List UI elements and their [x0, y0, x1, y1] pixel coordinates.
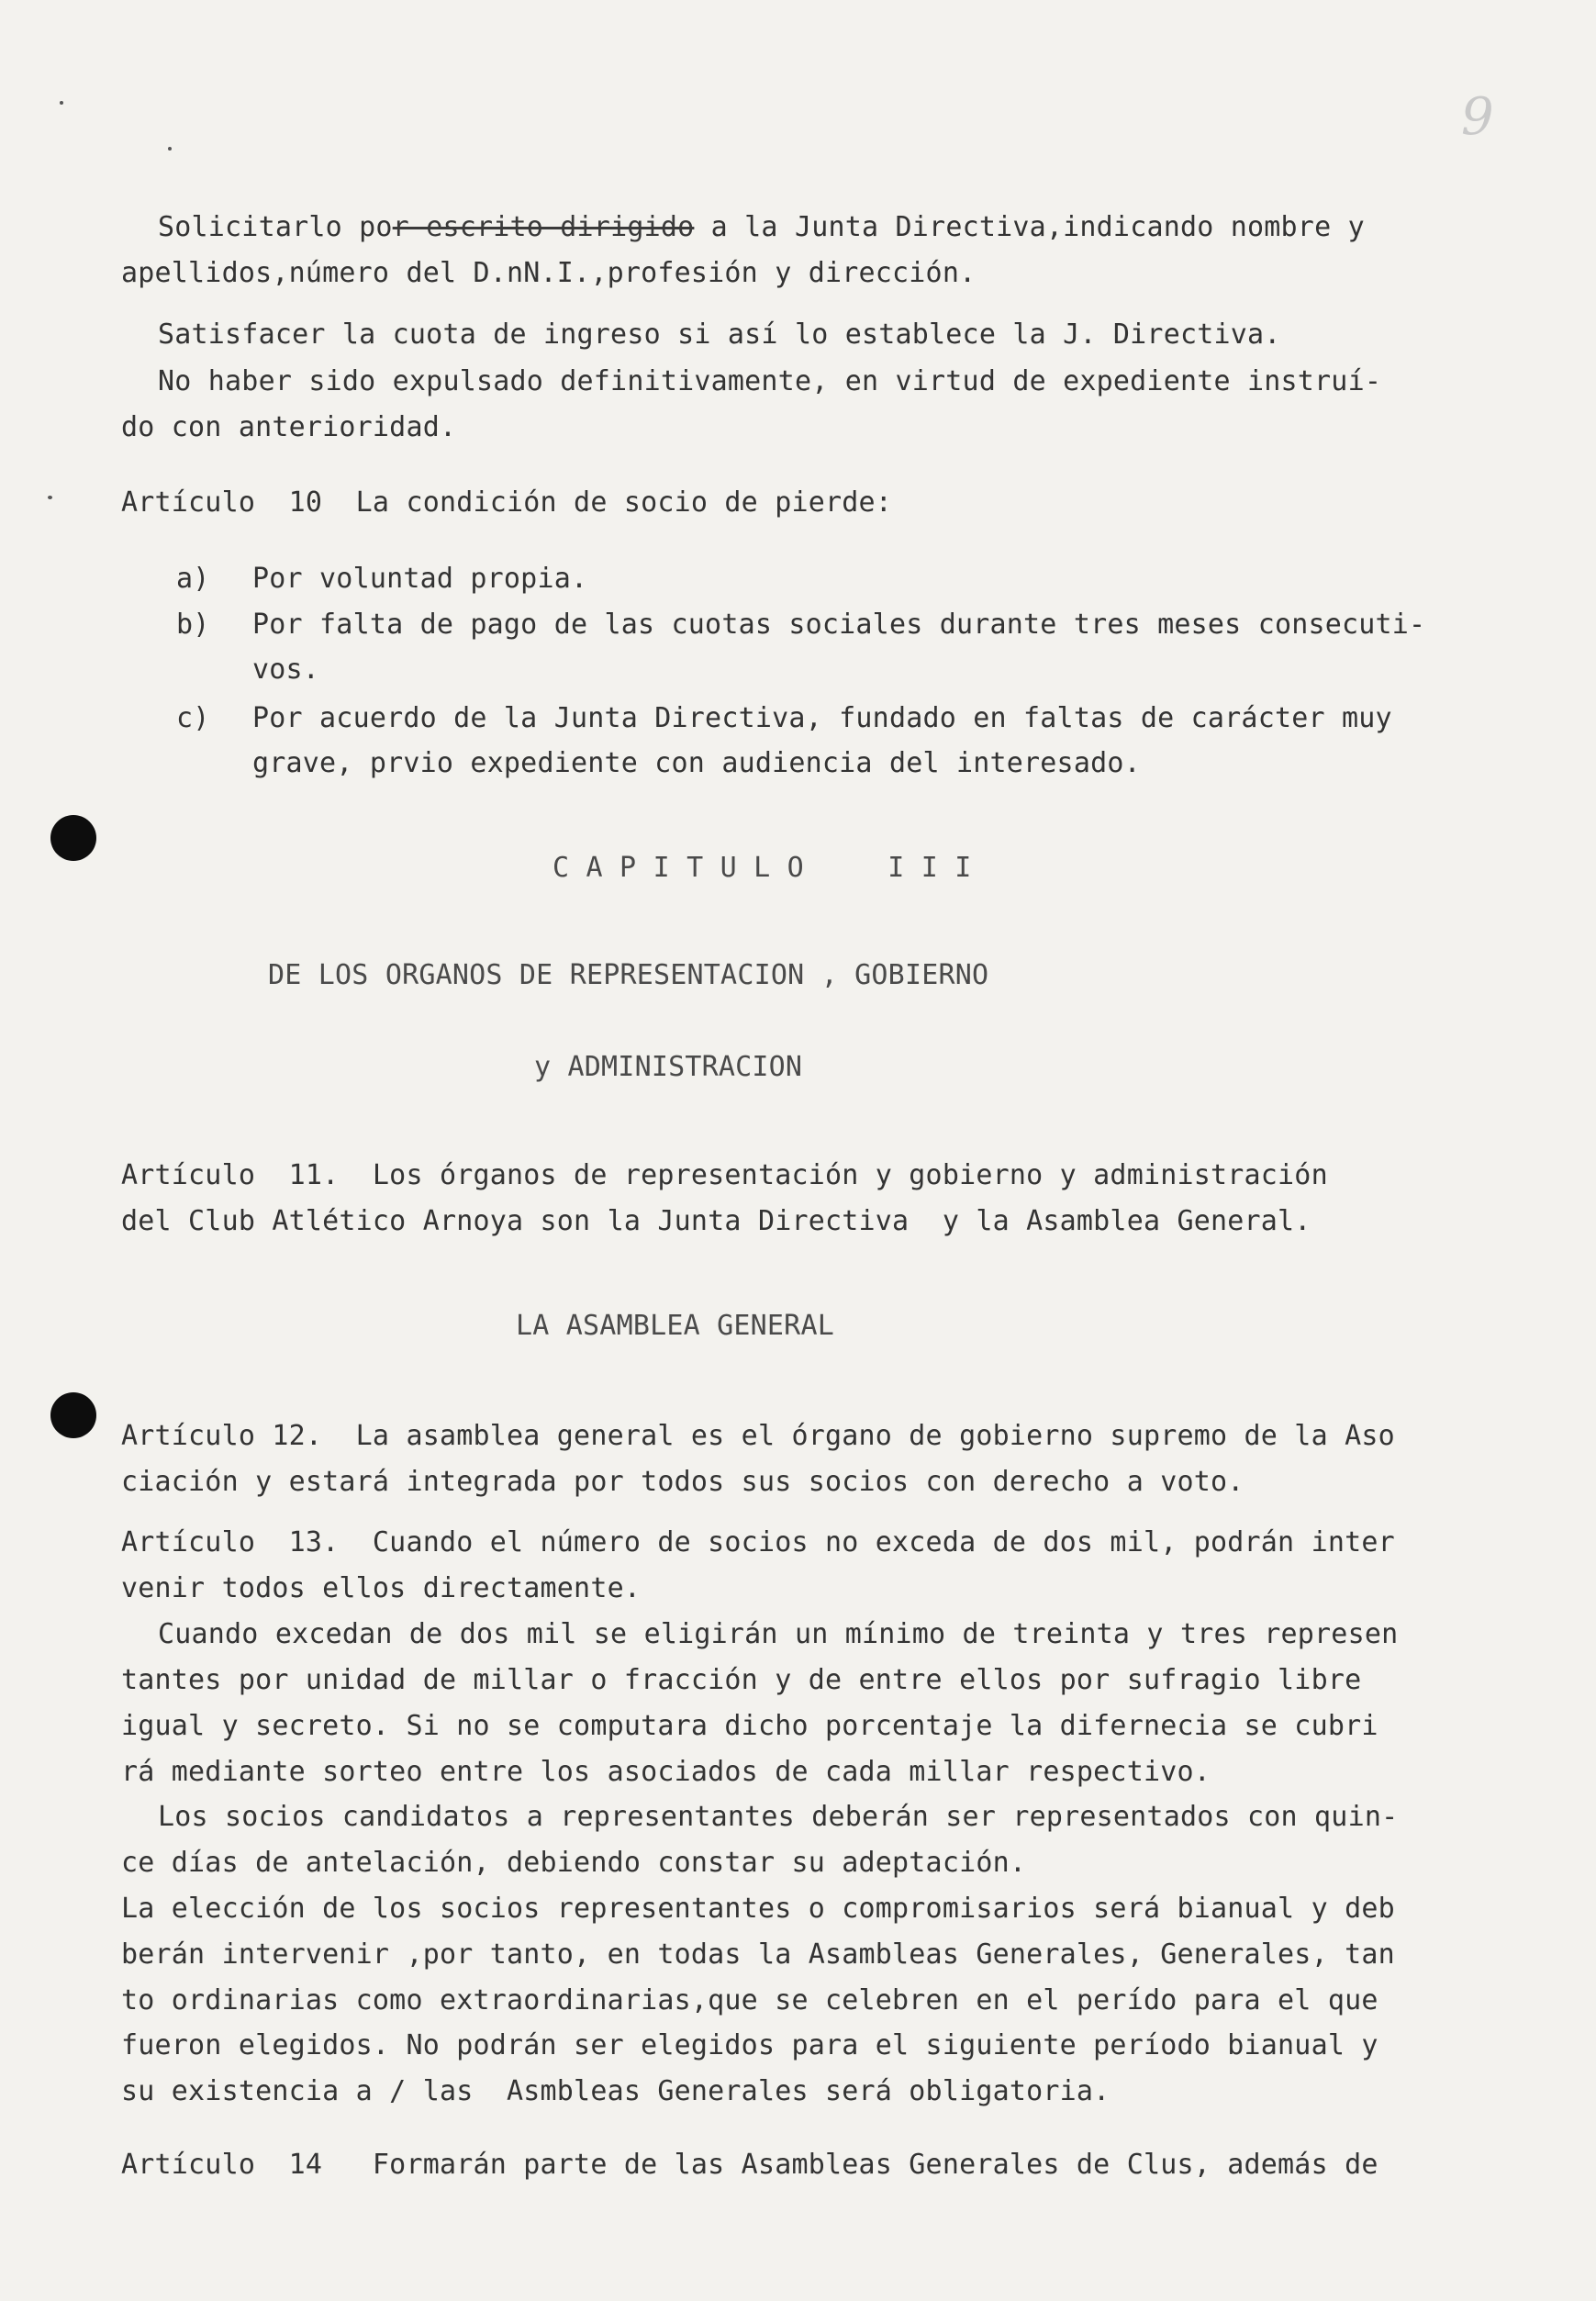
article-13-line: to ordinarias como extraordinarias,que se celebren en el perído para el que — [121, 1984, 1378, 2016]
binder-hole — [50, 815, 96, 861]
article-10-item-c: Por acuerdo de la Junta Directiva, fundado en faltas de carácter muy — [252, 702, 1392, 734]
paper-speck — [48, 496, 52, 499]
article-13-line: Cuando excedan de dos mil se eligirán un mínimo de treinta y tres represen — [158, 1618, 1399, 1650]
article-11-cont: del Club Atlético Arnoya son la Junta Directiva y la Asamblea General. — [121, 1205, 1311, 1237]
article-13-line: su existencia a / las Asmbleas Generales será obligatoria. — [121, 2075, 1111, 2107]
article-11: Artículo 11. Los órganos de representación y gobierno y administración — [121, 1159, 1328, 1191]
struck-text: r escrito dirigido — [392, 211, 695, 243]
paper-speck — [60, 101, 63, 105]
article-13-line: fueron elegidos. No podrán ser elegidos para el siguiente período bianual y — [121, 2029, 1378, 2061]
article-10-item-b-cont: vos. — [252, 653, 320, 686]
article-10-item-a-label: a) — [176, 563, 210, 595]
req-text: a la Junta Directiva,indicando nombre y — [694, 211, 1365, 243]
chapter-subtitle-cont: y ADMINISTRACION — [534, 1051, 803, 1083]
article-10-item-b: Por falta de pago de las cuotas sociales durante tres meses consecuti- — [252, 609, 1426, 641]
article-13-line: La elección de los socios representantes o compromisarios será bianual y deb — [121, 1893, 1395, 1925]
section-title: LA ASAMBLEA GENERAL — [516, 1310, 834, 1342]
article-12-cont: ciación y estará integrada por todos sus socios con derecho a voto. — [121, 1466, 1244, 1498]
article-10-item-a: Por voluntad propia. — [252, 563, 588, 595]
article-13-line: igual y secreto. Si no se computara dicho porcentaje la difernecia se cubri — [121, 1710, 1378, 1742]
article-13-line: rá mediante sorteo entre los asociados de cada millar respectivo. — [121, 1756, 1211, 1788]
requirement-no-expulsion-cont: do con anterioridad. — [121, 411, 457, 443]
req-text: Solicitarlo po — [158, 211, 393, 243]
article-13-line: Los socios candidatos a representantes deberán ser representados con quin- — [158, 1801, 1399, 1833]
requirement-line — [158, 211, 1365, 244]
paper-speck — [168, 147, 172, 151]
requirement-line: apellidos,número del D.nN.I.,profesión y dirección. — [121, 257, 977, 289]
requirement-fee: Satisfacer la cuota de ingreso si así lo establece la J. Directiva. — [158, 318, 1281, 351]
article-13-line: tantes por unidad de millar o fracción y de entre ellos por sufragio libre — [121, 1664, 1362, 1696]
article-12: Artículo 12. La asamblea general es el órgano de gobierno supremo de la Aso — [121, 1420, 1395, 1452]
article-10-heading: Artículo 10 La condición de socio de pierde: — [121, 486, 893, 519]
article-13-line: berán intervenir ,por tanto, en todas la Asambleas Generales, Generales, tan — [121, 1938, 1395, 1971]
article-13: Artículo 13. Cuando el número de socios no exceda de dos mil, podrán inter — [121, 1526, 1395, 1558]
page-number: 9 — [1461, 87, 1494, 147]
article-10-item-c-label: c) — [176, 702, 210, 734]
requirement-no-expulsion: No haber sido expulsado definitivamente, en virtud de expediente instruí- — [158, 365, 1382, 397]
chapter-subtitle: DE LOS ORGANOS DE REPRESENTACION , GOBIERNO — [268, 959, 989, 991]
article-10-item-c-cont: grave, prvio expediente con audiencia del interesado. — [252, 747, 1141, 779]
chapter-title: C A P I T U L O I I I — [552, 852, 972, 884]
article-14: Artículo 14 Formarán parte de las Asambleas Generales de Clus, además de — [121, 2149, 1378, 2181]
article-13-line: venir todos ellos directamente. — [121, 1572, 642, 1604]
article-13-line: ce días de antelación, debiendo constar su adeptación. — [121, 1847, 1027, 1879]
binder-hole — [50, 1392, 96, 1438]
article-10-item-b-label: b) — [176, 609, 210, 641]
